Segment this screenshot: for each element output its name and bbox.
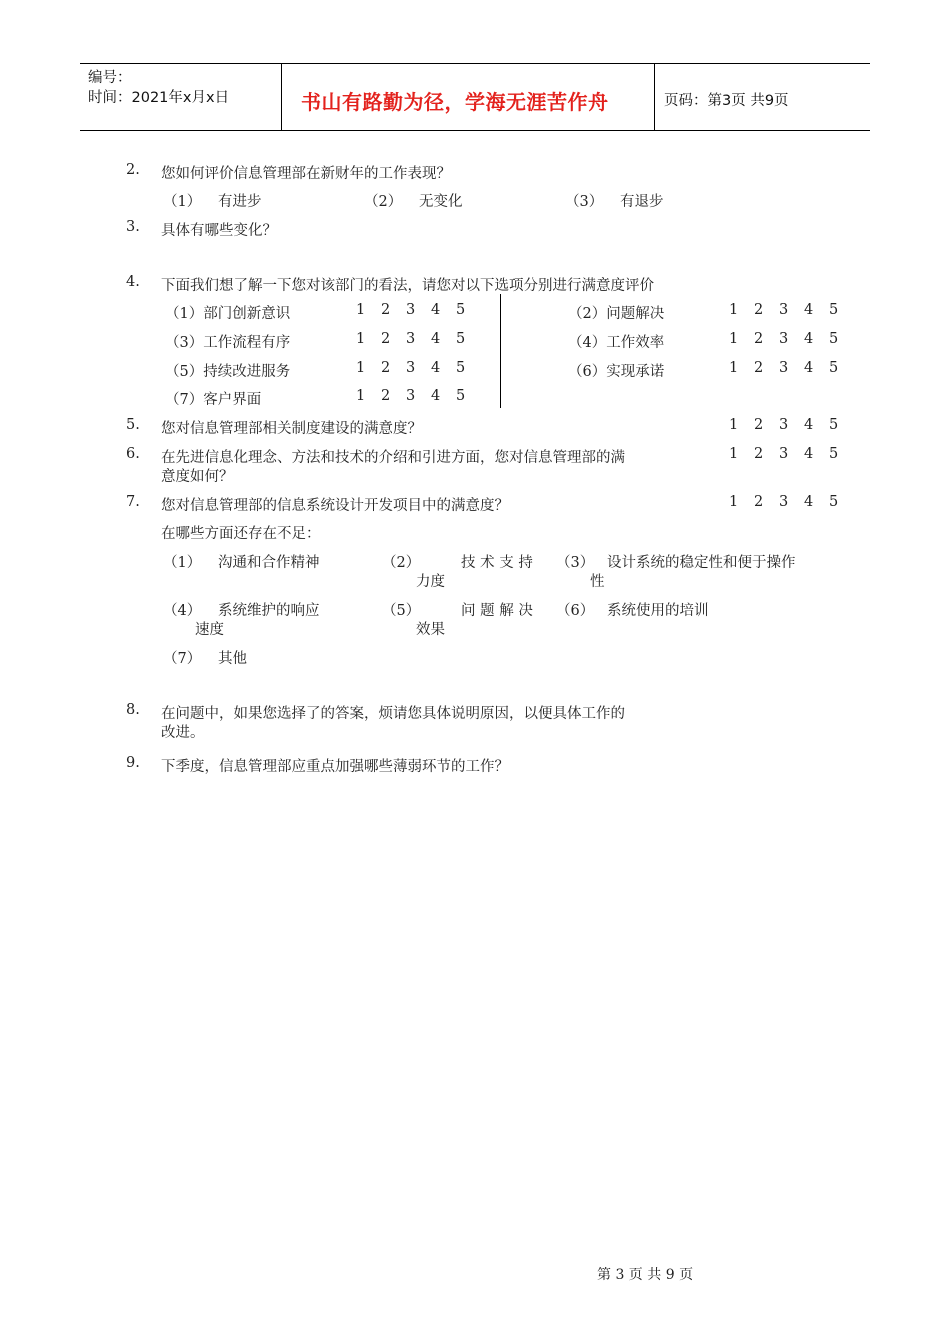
rating-option[interactable]: 4 — [431, 302, 441, 318]
q7-option-4-label-a: 系统维护的响应 — [218, 603, 320, 619]
q7-option-2-label-b: 力度 — [416, 574, 445, 590]
rating-scale — [356, 331, 481, 347]
doc-number-label: 编号： — [88, 70, 132, 86]
q7-number: 7. — [126, 494, 140, 510]
rating-option[interactable]: 2 — [754, 331, 764, 347]
rating-option[interactable]: 3 — [406, 302, 416, 318]
header-divider-left — [281, 63, 282, 131]
rating-option[interactable]: 4 — [804, 494, 814, 510]
q7-subheading: 在哪些方面还存在不足： — [161, 526, 321, 542]
q7-option-3-no: （3） — [556, 555, 595, 571]
q7-option-4-label-b: 速度 — [195, 622, 224, 638]
rating-option[interactable]: 1 — [356, 388, 366, 404]
q7-option-5-no: （5） — [382, 603, 421, 619]
rating-scale — [729, 417, 854, 433]
rating-scale — [356, 302, 481, 318]
rating-option[interactable]: 5 — [829, 446, 839, 462]
rating-option[interactable]: 1 — [356, 331, 366, 347]
rating-option[interactable]: 1 — [729, 302, 739, 318]
q7-option-1-no: （1） — [163, 555, 202, 571]
rating-option[interactable]: 1 — [356, 360, 366, 376]
rating-option[interactable]: 5 — [456, 388, 466, 404]
q8-text-line2: 改进。 — [161, 725, 205, 741]
rating-option[interactable]: 4 — [804, 417, 814, 433]
rating-option[interactable]: 1 — [729, 446, 739, 462]
rating-option[interactable]: 1 — [729, 417, 739, 433]
footer-page-number: 第 3 页 共 9 页 — [597, 1267, 694, 1283]
rating-scale — [729, 446, 854, 462]
q4-number: 4. — [126, 274, 140, 290]
q3-number: 3. — [126, 219, 140, 235]
q7-option-3-label-b: 性 — [590, 574, 605, 590]
rating-option[interactable]: 3 — [779, 494, 789, 510]
rating-option[interactable]: 3 — [406, 388, 416, 404]
rating-option[interactable]: 5 — [456, 360, 466, 376]
rating-option[interactable]: 4 — [431, 388, 441, 404]
rating-scale — [356, 360, 481, 376]
q8-text-line1: 在问题中，如果您选择了的答案，烦请您具体说明原因，以便具体工作的 — [161, 706, 625, 722]
rating-scale — [356, 388, 481, 404]
q4-left-item-7: （7）客户界面 — [165, 392, 262, 408]
q4-right-item-2: （2）问题解决 — [568, 306, 665, 322]
q4-left-item-1: （1）部门创新意识 — [165, 306, 291, 322]
rating-option[interactable]: 4 — [804, 302, 814, 318]
doc-time-label: 时间：2021年x月x日 — [88, 90, 230, 106]
rating-option[interactable]: 4 — [431, 331, 441, 347]
q7-option-5-label-b: 效果 — [416, 622, 445, 638]
rating-option[interactable]: 4 — [804, 331, 814, 347]
q6-text-line1: 在先进信息化理念、方法和技术的介绍和引进方面，您对信息管理部的满 — [161, 450, 625, 466]
rating-option[interactable]: 1 — [729, 360, 739, 376]
q7-text: 您对信息管理部的信息系统设计开发项目中的满意度？ — [161, 498, 509, 514]
rating-option[interactable]: 3 — [779, 446, 789, 462]
q5-text: 您对信息管理部相关制度建设的满意度？ — [161, 421, 422, 437]
header-top-rule — [80, 63, 870, 64]
q7-option-2-no: （2） — [382, 555, 421, 571]
rating-option[interactable]: 5 — [456, 331, 466, 347]
rating-option[interactable]: 2 — [754, 302, 764, 318]
rating-option[interactable]: 5 — [829, 331, 839, 347]
q7-option-6-no: （6） — [556, 603, 595, 619]
q7-option-7-no: （7） — [163, 651, 202, 667]
q2-option-2-label: 无变化 — [419, 194, 463, 210]
q6-number: 6. — [126, 446, 140, 462]
rating-option[interactable]: 2 — [754, 360, 764, 376]
q4-left-item-5: （5）持续改进服务 — [165, 364, 291, 380]
q7-option-4-no: （4） — [163, 603, 202, 619]
rating-option[interactable]: 4 — [804, 360, 814, 376]
rating-option[interactable]: 1 — [729, 494, 739, 510]
rating-option[interactable]: 3 — [406, 331, 416, 347]
rating-scale — [729, 360, 854, 376]
header-divider-right — [654, 63, 655, 131]
q4-right-item-6: （6）实现承诺 — [568, 364, 665, 380]
q7-option-6-label: 系统使用的培训 — [607, 603, 709, 619]
q3-text: 具体有哪些变化？ — [161, 223, 277, 239]
rating-option[interactable]: 3 — [779, 302, 789, 318]
rating-option[interactable]: 3 — [406, 360, 416, 376]
rating-option[interactable]: 2 — [381, 388, 391, 404]
q6-text-line2: 意度如何？ — [161, 469, 234, 485]
rating-option[interactable]: 2 — [754, 417, 764, 433]
rating-option[interactable]: 4 — [431, 360, 441, 376]
rating-option[interactable]: 4 — [804, 446, 814, 462]
q9-number: 9. — [126, 755, 140, 771]
header-page-info: 页码：第3页 共9页 — [664, 93, 789, 109]
q7-option-1-label: 沟通和合作精神 — [218, 555, 320, 571]
rating-option[interactable]: 5 — [829, 360, 839, 376]
q9-text: 下季度，信息管理部应重点加强哪些薄弱环节的工作？ — [161, 759, 509, 775]
rating-option[interactable]: 5 — [456, 302, 466, 318]
rating-option[interactable]: 3 — [779, 417, 789, 433]
q2-option-1-label: 有进步 — [218, 194, 262, 210]
rating-option[interactable]: 2 — [381, 360, 391, 376]
q8-number: 8. — [126, 702, 140, 718]
q7-option-7-label: 其他 — [218, 651, 247, 667]
q4-text: 下面我们想了解一下您对该部门的看法，请您对以下选项分别进行满意度评价 — [161, 278, 654, 294]
q2-option-3-label: 有退步 — [620, 194, 664, 210]
q7-option-5-label-a: 问 题 解 决 — [461, 603, 533, 619]
rating-option[interactable]: 1 — [356, 302, 366, 318]
q2-option-3-no: （3） — [565, 194, 604, 210]
q7-option-3-label-a: 设计系统的稳定性和便于操作 — [607, 555, 796, 571]
q4-column-divider — [500, 294, 501, 408]
rating-scale — [729, 302, 854, 318]
rating-option[interactable]: 5 — [829, 302, 839, 318]
rating-option[interactable]: 5 — [829, 417, 839, 433]
rating-option[interactable]: 2 — [381, 331, 391, 347]
rating-option[interactable]: 2 — [754, 446, 764, 462]
rating-option[interactable]: 5 — [829, 494, 839, 510]
rating-option[interactable]: 1 — [729, 331, 739, 347]
q2-text: 您如何评价信息管理部在新财年的工作表现？ — [161, 166, 451, 182]
rating-scale — [729, 331, 854, 347]
q7-option-2-label-a: 技 术 支 持 — [461, 555, 533, 571]
q4-left-item-3: （3）工作流程有序 — [165, 335, 291, 351]
header-motto: 书山有路勤为径，学海无涯苦作舟 — [301, 90, 609, 114]
rating-option[interactable]: 2 — [754, 494, 764, 510]
q2-option-1-no: （1） — [163, 194, 202, 210]
q2-option-2-no: （2） — [364, 194, 403, 210]
rating-option[interactable]: 3 — [779, 360, 789, 376]
rating-scale — [729, 494, 854, 510]
rating-option[interactable]: 3 — [779, 331, 789, 347]
header-bottom-rule — [80, 130, 870, 131]
q2-number: 2. — [126, 162, 140, 178]
q5-number: 5. — [126, 417, 140, 433]
q4-right-item-4: （4）工作效率 — [568, 335, 665, 351]
rating-option[interactable]: 2 — [381, 302, 391, 318]
